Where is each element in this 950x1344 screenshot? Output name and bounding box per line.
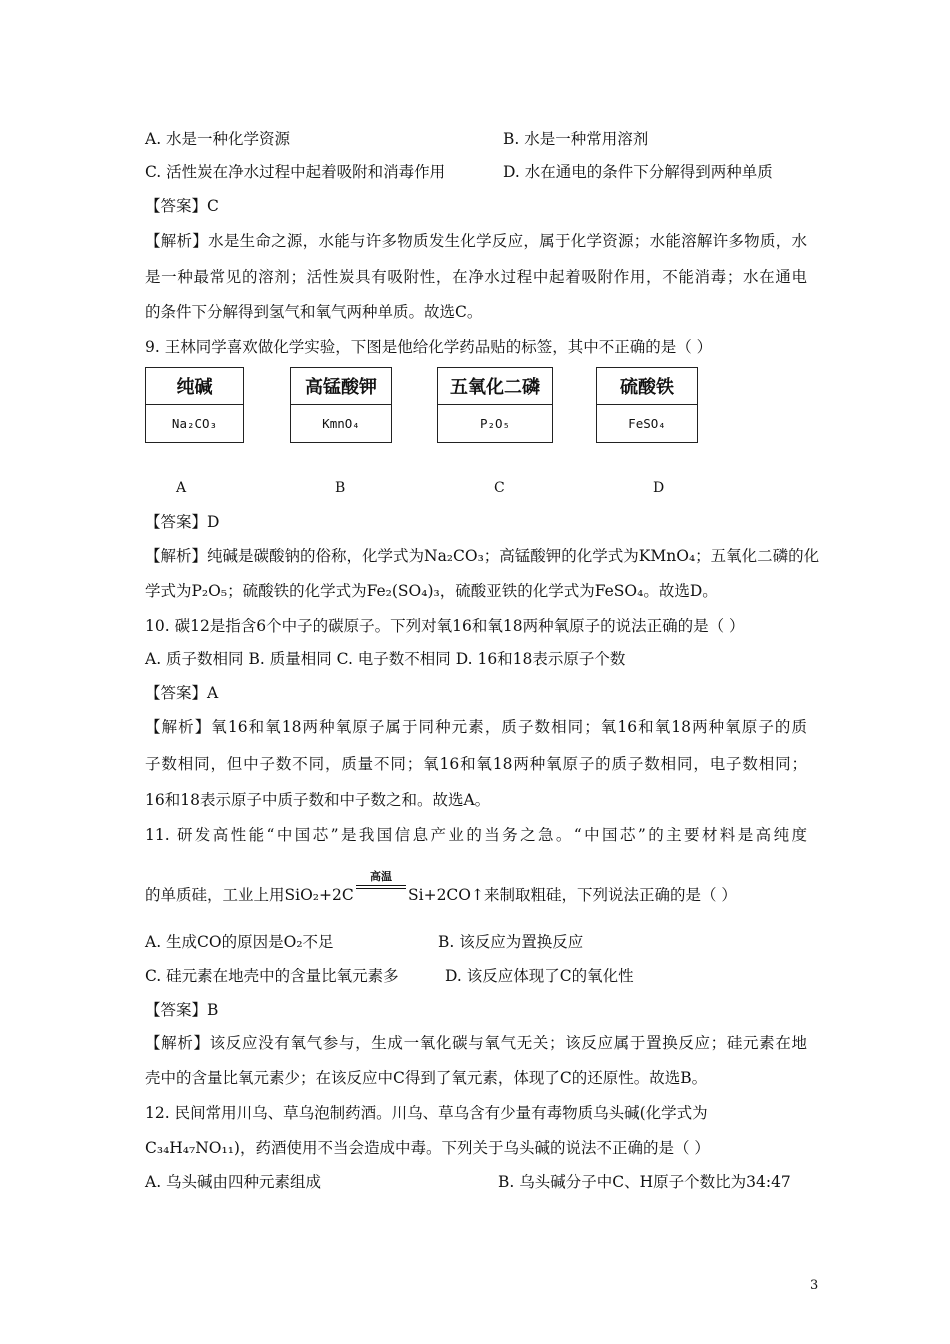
- label-d-letter: D: [653, 480, 665, 496]
- label-a-formula: Na₂CO₃: [171, 416, 218, 431]
- label-b-formula: KmnO₄: [322, 416, 360, 431]
- label-c-letter: C: [494, 480, 505, 496]
- q11-stem-line-2-end: Si+2CO↑来制取粗硅，下列说法正确的是（ ）: [408, 886, 737, 904]
- q12-option-a: A. 乌头碱由四种元素组成: [145, 1173, 322, 1191]
- q11-stem-line-1: 11. 研发高性能“中国芯”是我国信息产业的当务之急。“中国芯”的主要材料是高纯度: [145, 826, 807, 844]
- q9-answer: 【答案】D: [145, 513, 220, 531]
- q11-option-d: D. 该反应体现了C的氧化性: [445, 967, 634, 985]
- label-c-box: [437, 367, 553, 443]
- q11-answer: 【答案】B: [145, 1001, 219, 1019]
- q8-analysis-line-1: 【解析】水是生命之源，水能与许多物质发生化学反应，属于化学资源；水能溶解许多物质，水: [145, 232, 807, 250]
- reaction-condition-label: 高温: [370, 870, 392, 883]
- q10-analysis-line-2: 子数相同，但中子数不同，质量不同；氧16和氧18两种氧原子的质子数相同，电子数相同；: [145, 755, 807, 773]
- label-a-box: [145, 367, 244, 443]
- q11-analysis-line-2: 壳中的含量比氧元素少；在该反应中C得到了氧元素，体现了C的还原性。故选B。: [145, 1069, 708, 1087]
- q11-option-c: C. 硅元素在地壳中的含量比氧元素多: [145, 967, 399, 985]
- page-number: 3: [810, 1278, 819, 1293]
- q8-option-a: A. 水是一种化学资源: [145, 130, 291, 148]
- label-a-letter: A: [176, 480, 187, 496]
- q9-analysis-line-1: 【解析】纯碱是碳酸钠的俗称，化学式为Na₂CO₃；高锰酸钾的化学式为KMnO₄；五氧化二磷的化: [145, 547, 820, 565]
- q12-option-b: B. 乌头碱分子中C、H原子个数比为34:47: [498, 1173, 791, 1191]
- q10-options: A. 质子数相同 B. 质量相同 C. 电子数不相同 D. 16和18表示原子个数: [145, 650, 626, 668]
- q9-stem: 9. 王林同学喜欢做化学实验，下图是他给化学药品贴的标签，其中不正确的是（ ）: [145, 338, 713, 356]
- label-c-formula: P₂O₅: [479, 416, 511, 431]
- q10-analysis-line-1: 【解析】氧16和氧18两种氧原子属于同种元素，质子数相同；氧16和氧18两种氧原子的质: [145, 718, 807, 736]
- q8-option-d: D. 水在通电的条件下分解得到两种单质: [503, 163, 773, 181]
- q12-stem-line-1: 12. 民间常用川乌、草乌泡制药酒。川乌、草乌含有少量有毒物质乌头碱(化学式为: [145, 1104, 708, 1122]
- q9-analysis-line-2: 学式为P₂O₅；硫酸铁的化学式为Fe₂(SO₄)₃，硫酸亚铁的化学式为FeSO₄。故选D。: [145, 582, 718, 600]
- label-a-name: 纯碱: [146, 368, 243, 405]
- reaction-equals-sign: [356, 885, 406, 889]
- q8-answer: 【答案】C: [145, 197, 219, 215]
- label-b-name: 高锰酸钾: [291, 368, 391, 405]
- q11-analysis-line-1: 【解析】该反应没有氧气参与，生成一氧化碳与氧气无关；该反应属于置换反应；硅元素在地: [145, 1034, 807, 1052]
- label-b-letter: B: [335, 480, 346, 496]
- q8-analysis-line-2: 是一种最常见的溶剂；活性炭具有吸附性，在净水过程中起着吸附作用，不能消毒；水在通电: [145, 268, 807, 286]
- label-d-box: [596, 367, 698, 443]
- label-d-formula: FeSO₄: [628, 416, 666, 431]
- label-b-box: [290, 367, 392, 443]
- q10-stem: 10. 碳12是指含6个中子的碳原子。下列对氧16和氧18两种氧原子的说法正确的是（ ）: [145, 617, 745, 635]
- label-c-name: 五氧化二磷: [438, 368, 552, 405]
- q8-option-b: B. 水是一种常用溶剂: [503, 130, 649, 148]
- q11-option-a: A. 生成CO的原因是O₂不足: [145, 933, 334, 951]
- q11-option-b: B. 该反应为置换反应: [438, 933, 584, 951]
- reaction-condition: [356, 871, 406, 889]
- q11-stem-line-2-start: 的单质硅，工业上用SiO₂+2C: [145, 886, 354, 904]
- q10-answer: 【答案】A: [145, 684, 219, 702]
- q8-analysis-line-3: 的条件下分解得到氢气和氧气两种单质。故选C。: [145, 303, 483, 321]
- q8-option-c: C. 活性炭在净水过程中起着吸附和消毒作用: [145, 163, 446, 181]
- q10-analysis-line-3: 16和18表示原子中质子数和中子数之和。故选A。: [145, 791, 491, 809]
- q12-stem-line-2: C₃₄H₄₇NO₁₁)，药酒使用不当会造成中毒。下列关于乌头碱的说法不正确的是（ ）: [145, 1139, 710, 1157]
- label-d-name: 硫酸铁: [597, 368, 697, 405]
